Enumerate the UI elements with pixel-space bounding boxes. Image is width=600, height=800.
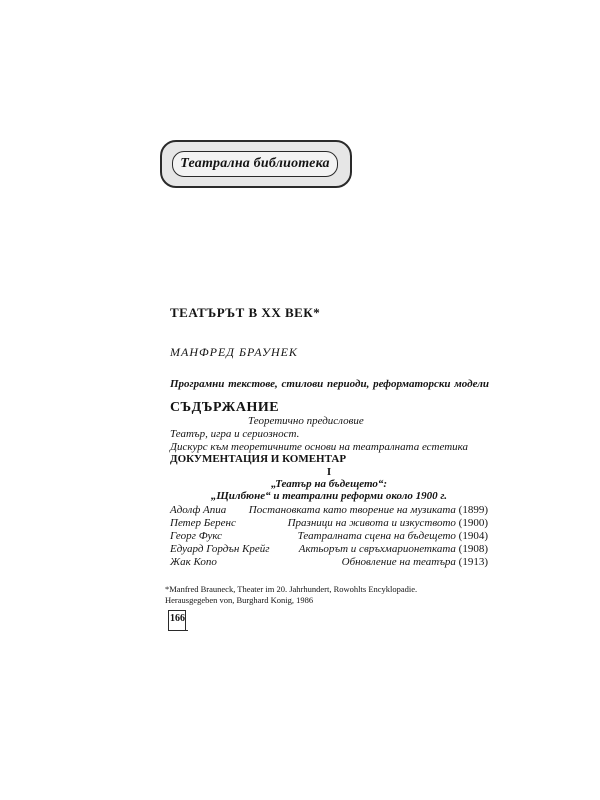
- section-number: I: [326, 466, 332, 478]
- documentation-heading: ДОКУМЕНТАЦИЯ И КОМЕНТАР: [170, 453, 347, 465]
- toc-line: Театър, игра и сериозност.: [170, 428, 300, 440]
- chapter-subtitle: Програмни текстове, стилови периоди, реформаторски модели: [170, 378, 489, 390]
- entry-year: (1899): [458, 504, 488, 516]
- entry-work: Театралната сцена на бъдещето: [297, 530, 456, 542]
- section-subtitle: „Щилбюне“ и театрални реформи около 1900 г.: [210, 490, 448, 502]
- toc-preface: Теоретично предисловие: [248, 415, 364, 427]
- entry-year: (1913): [458, 556, 488, 568]
- entry-author: Жак Копо: [170, 556, 217, 568]
- entry-work: Постановката като творение на музиката: [248, 504, 456, 516]
- chapter-title: ТЕАТЪРЪТ В XX ВЕК*: [170, 305, 321, 320]
- series-label-frame: [160, 140, 352, 188]
- contents-heading: СЪДЪРЖАНИЕ: [170, 400, 280, 415]
- entry-work: Обновление на театъра: [341, 556, 456, 568]
- footnote: *Manfred Brauneck, Theater im 20. Jahrhundert, Rowohlts Encyklopadie.: [165, 584, 418, 594]
- entry-author: Едуард Гордън Крейг: [170, 543, 270, 555]
- entry-author: Георг Фукс: [170, 530, 223, 542]
- entry-work: Празници на живота и изкуството: [287, 517, 456, 529]
- footnote-continued: Herausgegeben von, Burghard Konig, 1986: [165, 595, 314, 605]
- toc-line: Дискурс към теоретичните основи на театралната естетика: [170, 441, 469, 453]
- entry-year: (1908): [458, 543, 488, 555]
- page-number-underline: [168, 630, 188, 631]
- entry-year: (1904): [458, 530, 488, 542]
- entry-year: (1900): [458, 517, 488, 529]
- page-number: 166: [170, 613, 185, 624]
- entry-author: Петер Беренс: [170, 517, 236, 529]
- series-label: Театрална библиотека: [172, 151, 338, 177]
- entry-author: Адолф Апиа: [170, 504, 227, 516]
- entry-work: Актьорът и свръхмарионетката: [298, 543, 456, 555]
- chapter-author: МАНФРЕД БРАУНЕК: [170, 345, 298, 359]
- section-title: „Театър на бъдещето“:: [270, 478, 388, 490]
